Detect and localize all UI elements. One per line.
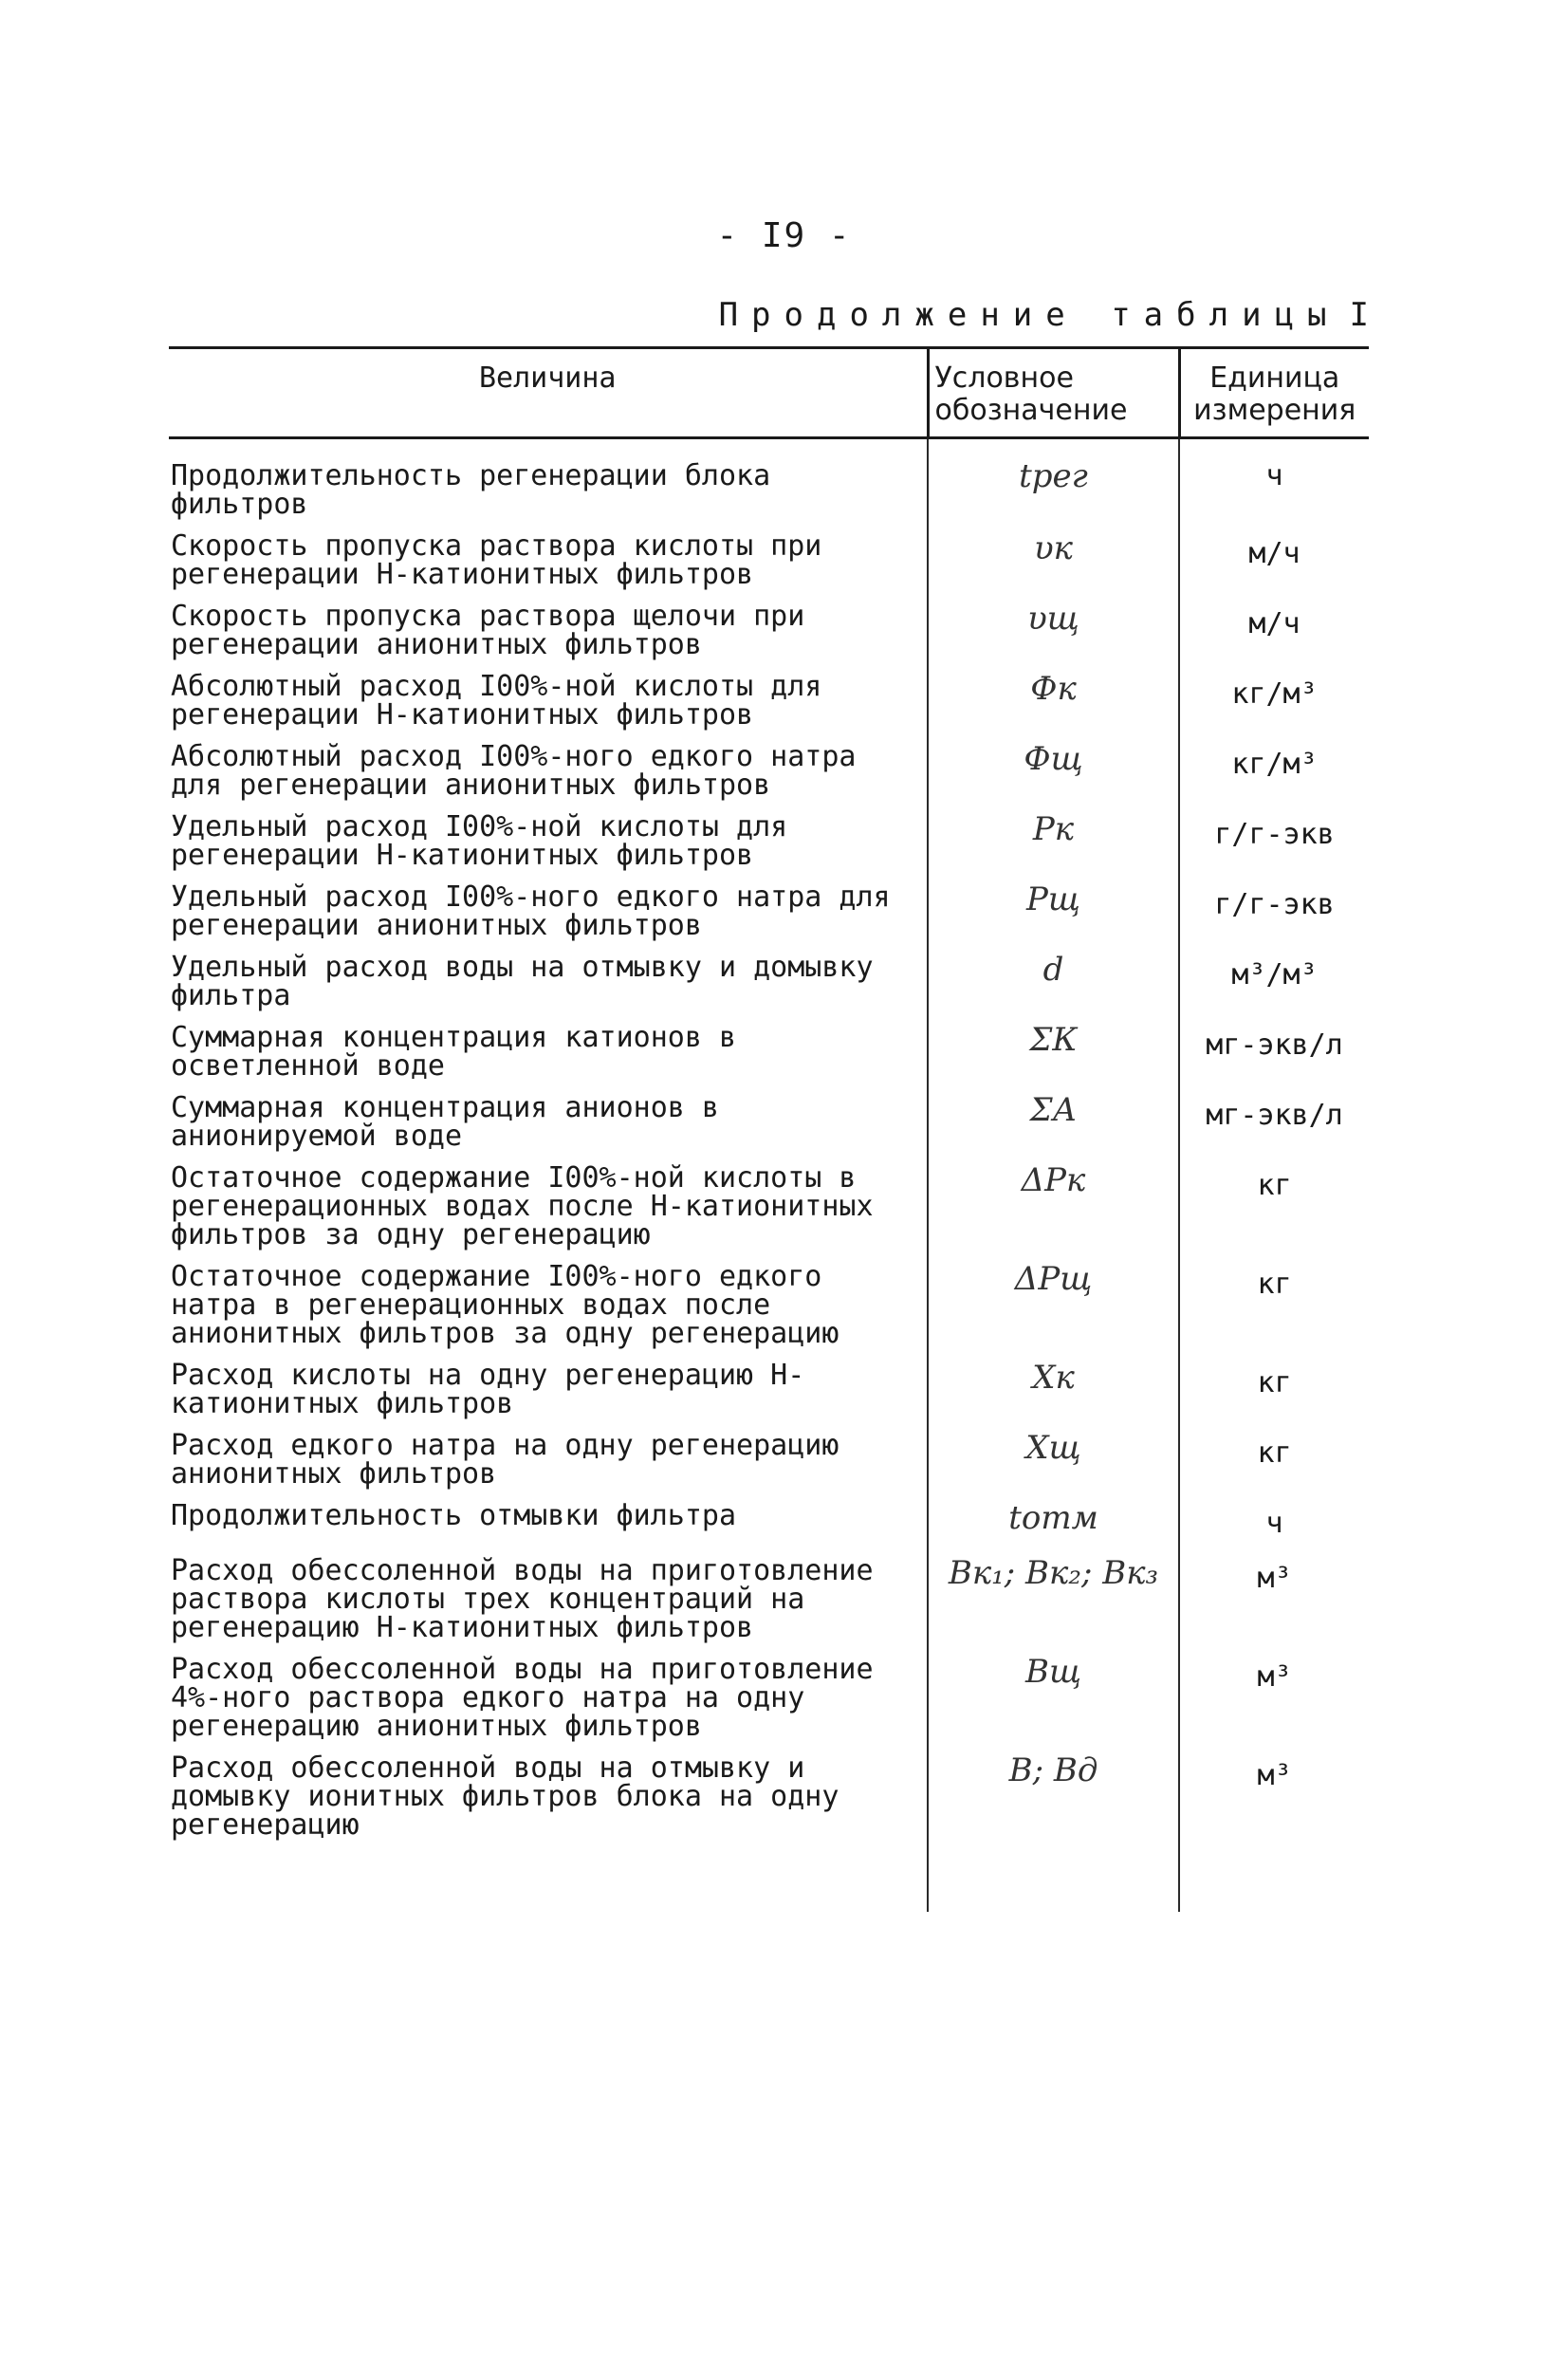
header-symbol: Условное обозначение — [928, 348, 1179, 438]
symbol-cell: tотм — [928, 1496, 1179, 1551]
unit-cell: г/г-экв — [1179, 878, 1369, 948]
quantity-cell: Удельный расход воды на отмывку и домывку фильтра — [171, 951, 874, 1012]
quantity-cell: Скорость пропуска раствора кислоты при регенерации Н-катионитных фильтров — [171, 529, 822, 591]
quantity-cell: Абсолютный расход I00%-ного едкого натра для регенерации анионитных фильтров — [171, 740, 857, 802]
table-row — [169, 1551, 1369, 1650]
table-row — [169, 597, 1369, 667]
quantity-cell: Расход едкого натра на одну регенерацию анионитных фильтров — [171, 1429, 839, 1491]
symbol-cell: Вк₁; Вк₂; Вк₃ — [928, 1551, 1179, 1650]
quantity-cell: Расход обессоленной воды на приготовление 4%-ного раствора едкого натра на одну регенерацию анионитных фильтров — [171, 1653, 874, 1743]
symbol-cell: Рк — [928, 807, 1179, 878]
table-row — [169, 1158, 1369, 1257]
symbol-cell: d — [928, 948, 1179, 1018]
unit-cell: г/г-экв — [1179, 807, 1369, 878]
table-caption — [719, 296, 1369, 334]
quantity-cell: Расход обессоленной воды на приготовление раствора кислоты трех концентраций на регенерацию Н-катионитных фильтров — [171, 1554, 874, 1644]
symbol-cell: Фк — [928, 667, 1179, 737]
table-row — [169, 1356, 1369, 1426]
table-row — [169, 1426, 1369, 1496]
table-body — [169, 438, 1369, 1913]
quantity-cell: Суммарная концентрация анионов в анионируемой воде — [171, 1091, 719, 1153]
symbol-cell: Вщ — [928, 1650, 1179, 1749]
unit-cell: кг — [1179, 1257, 1369, 1356]
table-caption-text: Продолжение таблицы — [718, 296, 1340, 334]
symbol-cell: υк — [928, 527, 1179, 597]
unit-cell: кг — [1179, 1426, 1369, 1496]
unit-cell: м/ч — [1179, 527, 1369, 597]
symbol-cell: Фщ — [928, 737, 1179, 807]
unit-cell: мг-экв/л — [1179, 1088, 1369, 1158]
spacer-cell — [1179, 1847, 1369, 1912]
table-row — [169, 1257, 1369, 1356]
table-row — [169, 807, 1369, 878]
symbol-cell: В; Вд — [928, 1749, 1179, 1847]
unit-cell: м³ — [1179, 1551, 1369, 1650]
table-row — [169, 1749, 1369, 1847]
quantity-cell: Остаточное содержание I00%-ного едкого натра в регенерационных водах после анионитных фильтров за одну регенерацию — [171, 1260, 839, 1350]
unit-cell: кг — [1179, 1158, 1369, 1257]
quantity-cell: Продолжительность отмывки фильтра — [171, 1499, 737, 1532]
quantity-cell: Расход обессоленной воды на отмывку и домывку ионитных фильтров блока на одну регенерацию — [171, 1751, 839, 1842]
spacer-cell — [169, 1847, 928, 1912]
spacer-cell — [928, 1847, 1179, 1912]
unit-cell: ч — [1179, 438, 1369, 528]
quantities-table — [169, 346, 1369, 1912]
header-quantity: Величина — [169, 348, 928, 438]
quantity-cell: Удельный расход I00%-ной кислоты для регенерации Н-катионитных фильтров — [171, 810, 788, 872]
table-row — [169, 1018, 1369, 1088]
table-row — [169, 878, 1369, 948]
table-header-row — [169, 348, 1369, 438]
header-unit: Единица измерения — [1179, 348, 1369, 438]
table-row — [169, 948, 1369, 1018]
quantity-cell: Абсолютный расход I00%-ной кислоты для регенерации Н-катионитных фильтров — [171, 670, 822, 732]
quantity-cell: Продолжительность регенерации блока фильтров — [171, 459, 771, 521]
table-row — [169, 527, 1369, 597]
table-row — [169, 667, 1369, 737]
quantity-cell: Остаточное содержание I00%-ной кислоты в регенерационных водах после Н-катионитных фильтров за одну регенерацию — [171, 1161, 874, 1251]
unit-cell: м³ — [1179, 1650, 1369, 1749]
unit-cell: ч — [1179, 1496, 1369, 1551]
symbol-cell: υщ — [928, 597, 1179, 667]
symbol-cell: ΔРщ — [928, 1257, 1179, 1356]
unit-cell: кг/м³ — [1179, 737, 1369, 807]
symbol-cell: ΣА — [928, 1088, 1179, 1158]
quantity-cell: Скорость пропуска раствора щелочи при регенерации анионитных фильтров — [171, 600, 805, 661]
symbol-cell: Хщ — [928, 1426, 1179, 1496]
quantity-cell: Расход кислоты на одну регенерацию Н-катионитных фильтров — [171, 1359, 805, 1420]
symbol-cell: Хк — [928, 1356, 1179, 1426]
table-row — [169, 737, 1369, 807]
unit-cell: кг/м³ — [1179, 667, 1369, 737]
page-number: - I9 - — [716, 216, 852, 255]
table-row — [169, 1496, 1369, 1551]
quantity-cell: Суммарная концентрация катионов в осветленной воде — [171, 1021, 737, 1083]
quantity-cell: Удельный расход I00%-ного едкого натра для регенерации анионитных фильтров — [171, 880, 891, 942]
unit-cell: м³ — [1179, 1749, 1369, 1847]
table-row — [169, 1650, 1369, 1749]
unit-cell: кг — [1179, 1356, 1369, 1426]
table-row — [169, 1088, 1369, 1158]
table-spacer-row — [169, 1847, 1369, 1912]
unit-cell: м/ч — [1179, 597, 1369, 667]
table-container — [169, 346, 1369, 1912]
unit-cell: мг-экв/л — [1179, 1018, 1369, 1088]
symbol-cell: tрег — [928, 438, 1179, 528]
table-row — [169, 438, 1369, 528]
symbol-cell: Рщ — [928, 878, 1179, 948]
table-caption-number: I — [1349, 296, 1369, 334]
unit-cell: м³/м³ — [1179, 948, 1369, 1018]
symbol-cell: ΔРк — [928, 1158, 1179, 1257]
symbol-cell: ΣК — [928, 1018, 1179, 1088]
